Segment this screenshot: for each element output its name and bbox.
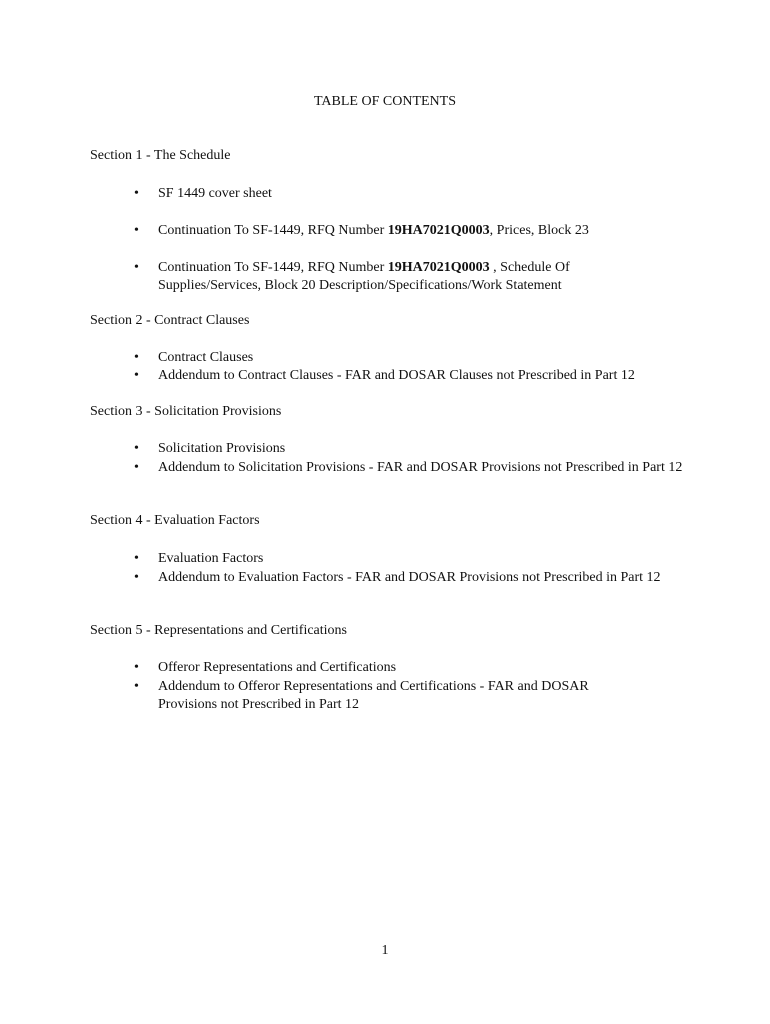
list-item bbox=[134, 259, 604, 295]
list-item bbox=[134, 659, 694, 677]
list-item-text: Addendum to Solicitation Provisions - FAR and DOSAR Provisions not Prescribed in Part 12 bbox=[158, 460, 683, 475]
list-item bbox=[134, 349, 694, 367]
list-item-text: Solicitation Provisions bbox=[158, 441, 286, 456]
bullet-icon: • bbox=[134, 260, 139, 275]
bullet-icon: • bbox=[134, 460, 139, 475]
list-item bbox=[134, 367, 714, 385]
bullet-icon: • bbox=[134, 570, 139, 585]
bullet-icon: • bbox=[134, 551, 139, 566]
bullet-icon: • bbox=[134, 368, 139, 383]
rfq-number: 19HA7021Q0003 bbox=[387, 223, 490, 238]
list-item bbox=[134, 550, 694, 568]
bullet-icon: • bbox=[134, 679, 139, 694]
bullet-icon: • bbox=[134, 223, 139, 238]
list-item bbox=[134, 678, 634, 714]
page-number: 1 bbox=[381, 943, 389, 958]
section-5-heading: Section 5 - Representations and Certifications bbox=[90, 623, 347, 638]
list-item-text: Continuation To SF-1449, RFQ Number 19HA7021Q0003 , Schedule Of Supplies/Services, Block 20 Description/Specifications/Work Statement bbox=[158, 260, 570, 293]
section-1-heading: Section 1 - The Schedule bbox=[90, 148, 231, 163]
list-item bbox=[134, 569, 669, 587]
section-3-heading: Section 3 - Solicitation Provisions bbox=[90, 404, 282, 419]
list-item-text: Addendum to Contract Clauses - FAR and DOSAR Clauses not Prescribed in Part 12 bbox=[158, 368, 635, 383]
list-item-text: SF 1449 cover sheet bbox=[158, 186, 272, 201]
page-title: TABLE OF CONTENTS bbox=[314, 94, 456, 109]
list-item-text: Addendum to Offeror Representations and Certifications - FAR and DOSAR Provisions not Prescribed in Part 12 bbox=[158, 679, 589, 712]
bullet-icon: • bbox=[134, 350, 139, 365]
section-2-heading: Section 2 - Contract Clauses bbox=[90, 313, 250, 328]
bullet-icon: • bbox=[134, 186, 139, 201]
list-item bbox=[134, 440, 694, 458]
bullet-icon: • bbox=[134, 441, 139, 456]
list-item-text: Addendum to Evaluation Factors - FAR and DOSAR Provisions not Prescribed in Part 12 bbox=[158, 570, 661, 585]
list-item-text: Continuation To SF-1449, RFQ Number 19HA7021Q0003, Prices, Block 23 bbox=[158, 223, 589, 238]
list-item bbox=[134, 222, 694, 240]
bullet-icon: • bbox=[134, 660, 139, 675]
section-4-heading: Section 4 - Evaluation Factors bbox=[90, 513, 260, 528]
list-item-text: Evaluation Factors bbox=[158, 551, 264, 566]
list-item bbox=[134, 185, 694, 203]
list-item-text: Offeror Representations and Certifications bbox=[158, 660, 397, 675]
rfq-number: 19HA7021Q0003 bbox=[387, 260, 490, 275]
list-item-text: Contract Clauses bbox=[158, 350, 254, 365]
list-item bbox=[134, 459, 694, 477]
